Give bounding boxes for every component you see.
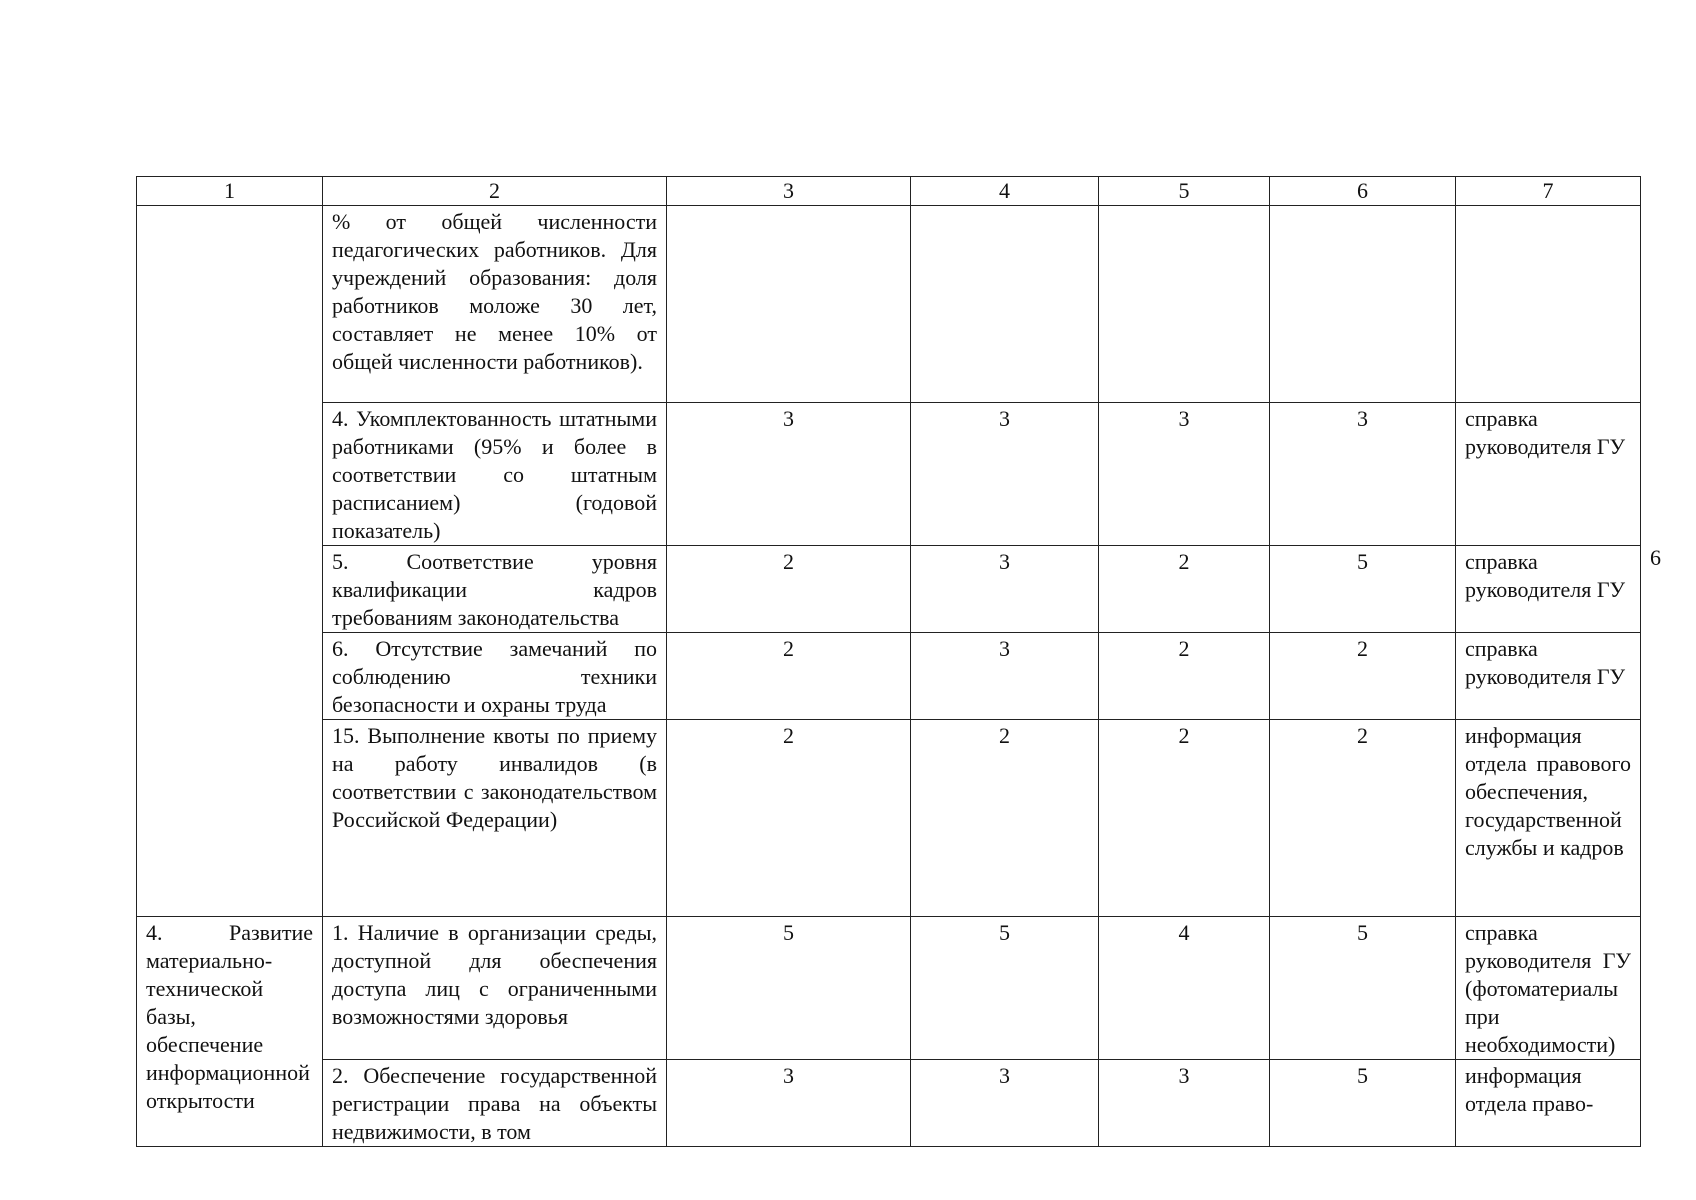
score-cell: 2 [1099,546,1270,633]
score-cell: 5 [911,917,1099,1060]
score-cell [1099,206,1270,403]
column-number: 1 [137,177,323,206]
criterion-cell: 5. Соответствие уровня квалификации кадров требованиям законодательства [323,546,667,633]
score-cell: 5 [1270,546,1456,633]
score-cell: 3 [667,403,911,546]
source-cell: справка руководителя ГУ (фотоматериалы при необходимости) [1456,917,1641,1060]
criterion-cell: 4. Укомплектованность штатными работниками (95% и более в соответствии со штатным расписанием) (годовой показатель) [323,403,667,546]
score-cell: 3 [911,633,1099,720]
criterion-cell: 2. Обеспечение государственной регистрации права на объекты недвижимости, в том [323,1060,667,1147]
score-cell: 2 [1099,633,1270,720]
score-cell: 2 [1270,720,1456,917]
column-number: 4 [911,177,1099,206]
score-cell: 5 [667,917,911,1060]
score-cell: 5 [1270,917,1456,1060]
column-number: 6 [1270,177,1456,206]
criteria-table [136,176,1641,1147]
source-cell: справка руководителя ГУ [1456,403,1641,546]
criterion-cell: 6. Отсутствие замечаний по соблюдению техники безопасности и охраны труда [323,633,667,720]
score-cell [911,206,1099,403]
section-cell [137,206,323,917]
score-cell: 3 [1099,1060,1270,1147]
criterion-cell: 15. Выполнение квоты по приему на работу инвалидов (в соответствии с законодательством Российской Федерации) [323,720,667,917]
page-number: 6 [1650,545,1661,570]
score-cell: 3 [911,403,1099,546]
column-number: 2 [323,177,667,206]
column-number: 3 [667,177,911,206]
criterion-cell: % от общей численности педагогических работников. Для учреждений образования: доля работников моложе 30 лет, составляет не менее 10% от общей численности работников). [323,206,667,403]
score-cell: 2 [1099,720,1270,917]
score-cell [667,206,911,403]
score-cell: 2 [1270,633,1456,720]
column-number: 5 [1099,177,1270,206]
source-cell: справка руководителя ГУ [1456,633,1641,720]
table-row [137,1060,1641,1147]
source-cell: информация отдела право- [1456,1060,1641,1147]
table-row [137,206,1641,403]
score-cell: 3 [1099,403,1270,546]
column-number: 7 [1456,177,1641,206]
table-row [137,546,1641,633]
table-row [137,917,1641,1060]
table-row [137,403,1641,546]
criterion-cell: 1. Наличие в организации среды, доступной для обеспечения доступа лиц с ограниченными возможностями здоровья [323,917,667,1060]
score-cell: 2 [667,720,911,917]
source-cell [1456,206,1641,403]
score-cell: 2 [667,546,911,633]
table-row [137,720,1641,917]
source-cell: информация отдела правового обеспечения, государственной службы и кадров [1456,720,1641,917]
column-number-row [137,177,1641,206]
score-cell [1270,206,1456,403]
score-cell: 3 [911,546,1099,633]
section-cell: 4. Развитие материально-технической базы, обеспечение информационной открытости [137,917,323,1147]
source-cell: справка руководителя ГУ [1456,546,1641,633]
score-cell: 3 [911,1060,1099,1147]
score-cell: 4 [1099,917,1270,1060]
table-row [137,633,1641,720]
score-cell: 3 [1270,403,1456,546]
score-cell: 5 [1270,1060,1456,1147]
score-cell: 2 [911,720,1099,917]
score-cell: 3 [667,1060,911,1147]
score-cell: 2 [667,633,911,720]
